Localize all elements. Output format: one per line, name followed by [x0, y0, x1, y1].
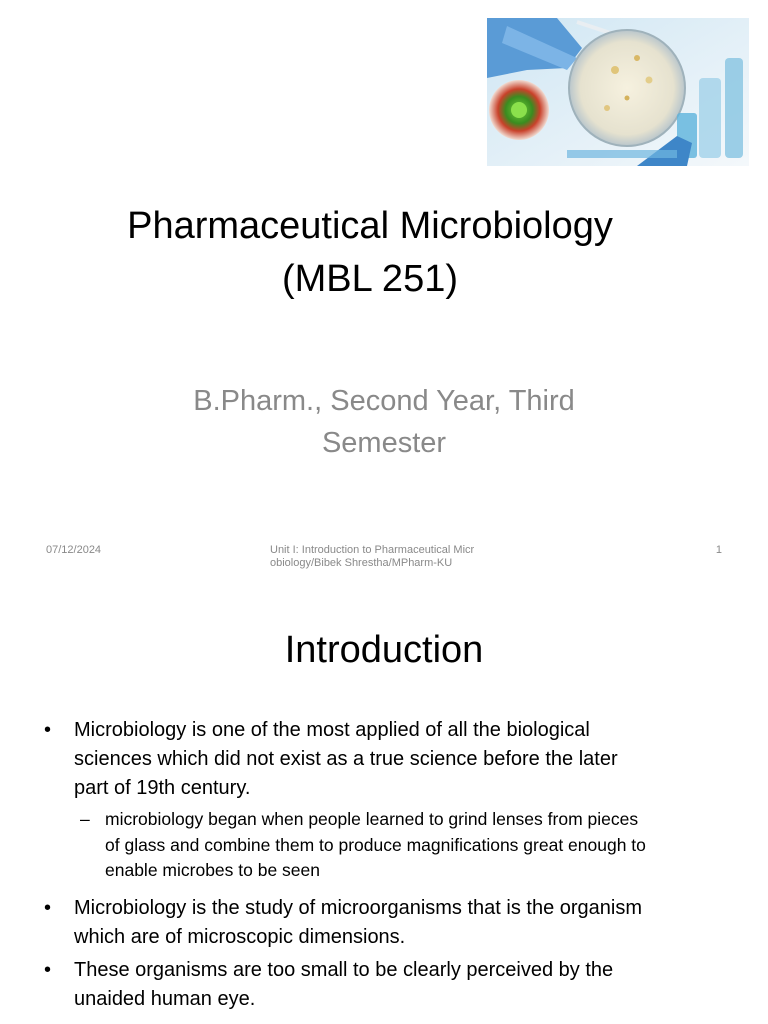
- bullet-text-line: Microbiology is the study of microorganisms that is the organism: [74, 896, 643, 919]
- slide-title: [40, 200, 700, 306]
- slide-heading: Introduction: [284, 629, 484, 671]
- bullet-marker: •: [44, 896, 52, 919]
- slide-subtitle: [90, 380, 678, 464]
- slide-subtitle-line: Semester: [321, 427, 447, 459]
- bullet-text-line: sciences which did not exist as a true science before the later: [74, 748, 618, 770]
- slide-title-line: (MBL 251): [282, 258, 458, 300]
- slide-title-line: Pharmaceutical Microbiology: [127, 205, 613, 247]
- bullet-text-line: These organisms are too small to be clearly perceived by the: [74, 958, 614, 981]
- sub-bullet-text-line: microbiology began when people learned to grind lenses from pieces: [105, 809, 639, 829]
- bullet-marker: •: [44, 719, 52, 741]
- bullet-list: [44, 716, 734, 1018]
- footer-course-info: [270, 544, 500, 570]
- bullet-item: [44, 894, 734, 952]
- bullet-item: [44, 716, 734, 803]
- introduction-slide: [0, 576, 768, 1024]
- bullet-item: [44, 956, 734, 1014]
- sub-bullet-marker: –: [80, 809, 90, 829]
- bullet-text-line: which are of microscopic dimensions.: [74, 925, 406, 948]
- lab-microbiology-photo: [487, 18, 749, 166]
- footer-date: 07/12/2024: [46, 544, 102, 556]
- footer-course-info-line: obiology/Bibek Shrestha/MPharm-KU: [270, 557, 453, 569]
- footer-course-info-line: Unit I: Introduction to Pharmaceutical Micr: [270, 544, 475, 556]
- footer-page-number: 1: [715, 544, 722, 556]
- sub-bullet-text-line: enable microbes to be seen: [105, 860, 320, 880]
- bullet-marker: •: [44, 958, 52, 981]
- sub-bullet-text-line: of glass and combine them to produce magnifications great enough to: [105, 834, 646, 855]
- bullet-text-line: part of 19th century.: [74, 777, 251, 799]
- lab-photo-illustration: [487, 18, 749, 166]
- slide-subtitle-line: B.Pharm., Second Year, Third: [193, 385, 575, 417]
- sub-bullet-item: [44, 807, 734, 884]
- bullet-text-line: unaided human eye.: [74, 987, 256, 1010]
- bullet-text-line: Microbiology is one of the most applied of all the biological: [74, 719, 590, 741]
